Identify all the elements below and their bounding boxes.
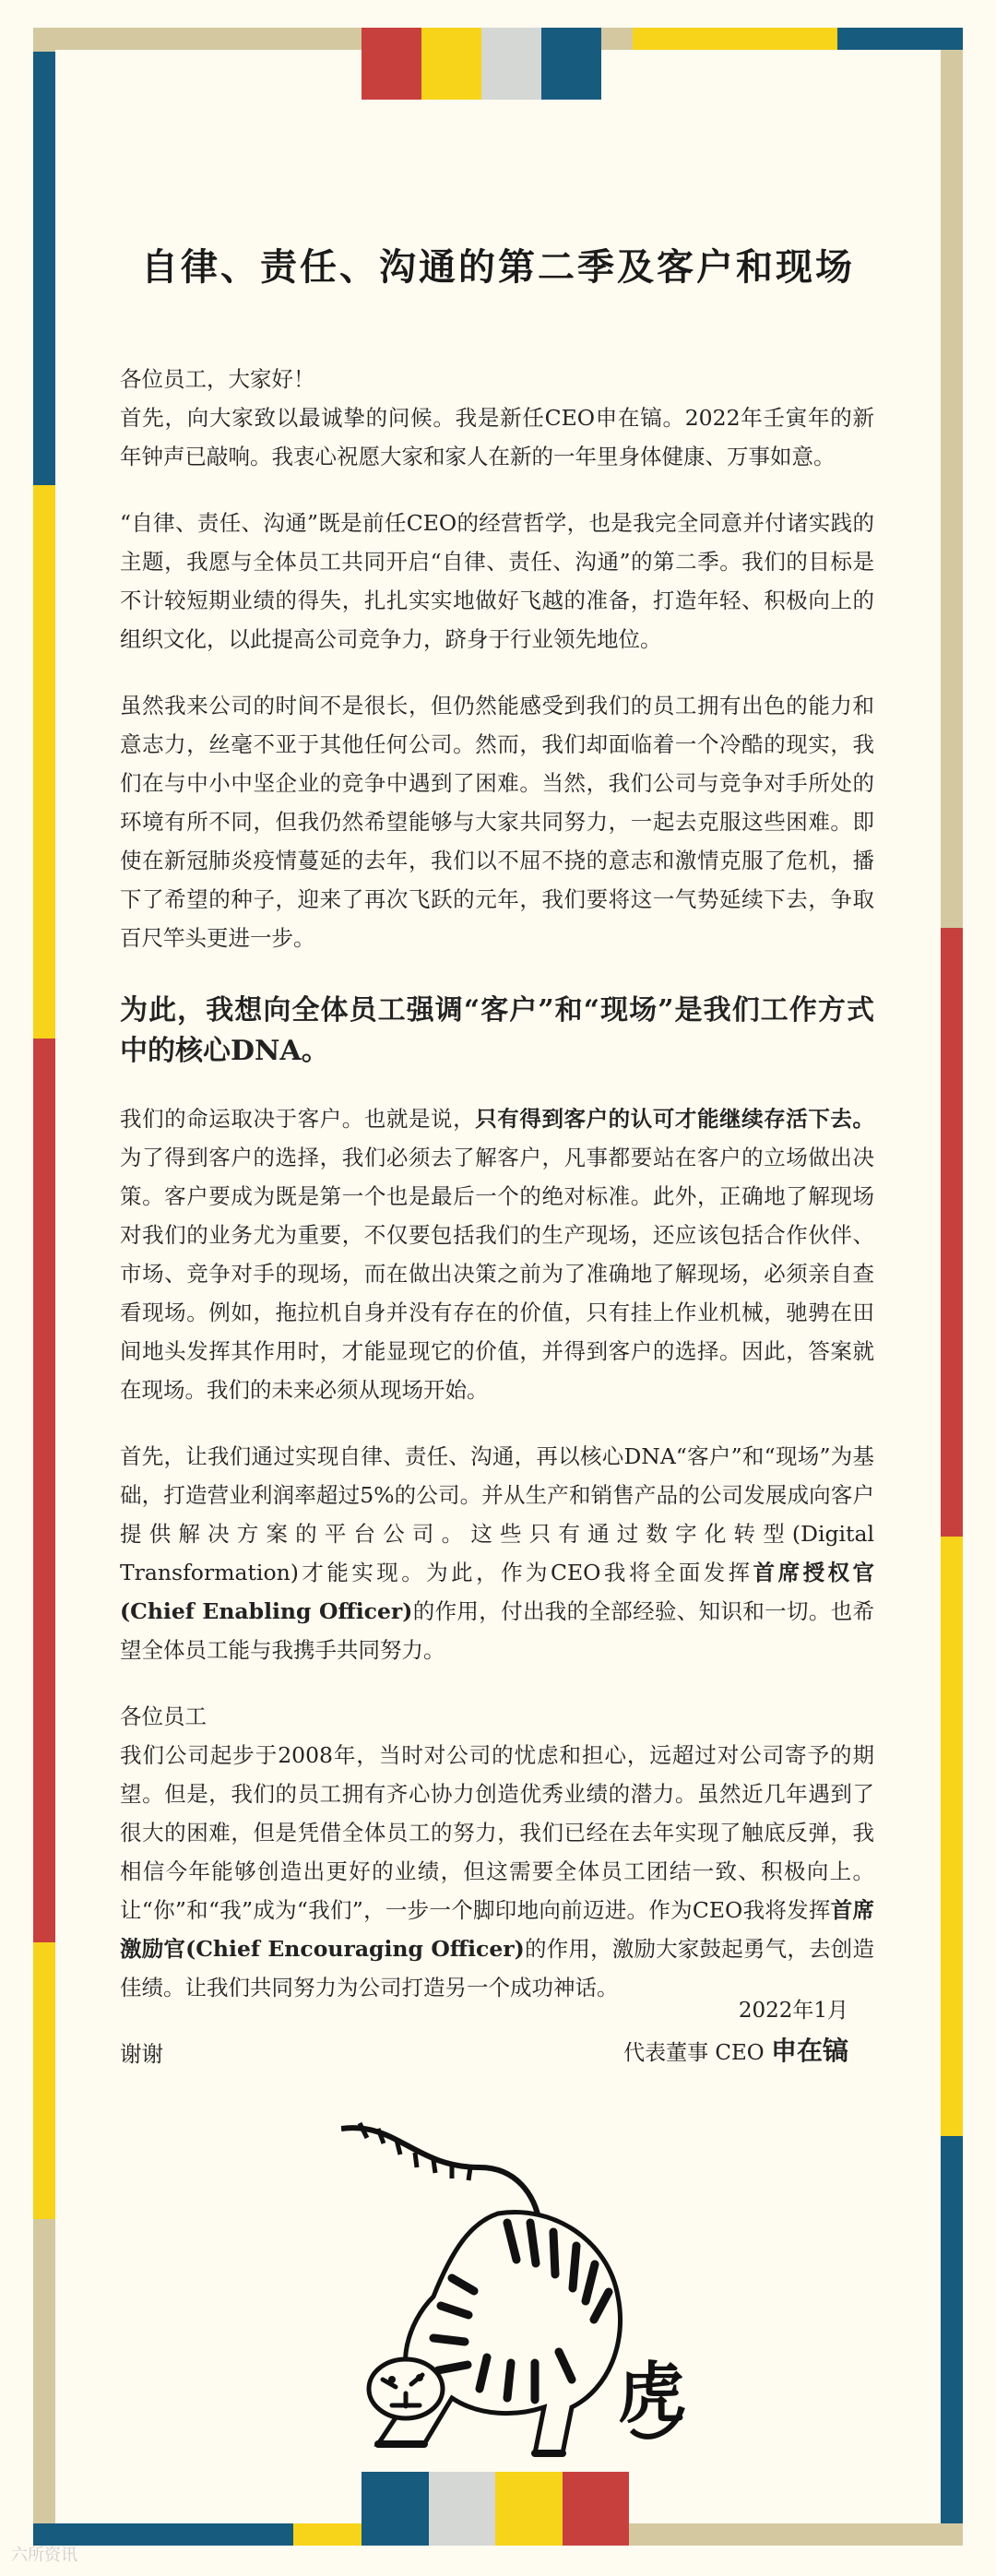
paragraph-2: “自律、责任、沟通”既是前任CEO的经营哲学，也是我完全同意并付诸实践的主题，我愿与全体员工共同开启“自律、责任、沟通”的第二季。我们的目标是不计较短期业绩的得失，扎扎实实地做好飞越的准备，打造年轻、积极向上的组织文化，以此提高公司竞争力，跻身于行业领先地位。 [120,510,874,652]
paragraph-4-emphasis: 只有得到客户的认可才能继续存活下去。 [475,1106,875,1132]
signature-block [623,1990,848,2073]
signature-name: 申在镐 [770,2036,848,2066]
letter-body [120,360,874,2073]
paragraph-6: 我们公司起步于2008年，当时对公司的忧虑和担心，远超过对公司寄予的期望。但是，我们的员工拥有齐心协力创造优秀业绩的潜力。虽然近几年遇到了很大的困难，但是凭借全体员工的努力，我们已经在去年实现了触底反弹，我相信今年能够创造出更好的业绩，但这需要全体员工团结一致、积极向上。让“你”和“我”成为“我们”，一步一个脚印地向前迈进。作为CEO我将发挥首席激励官(Chief Encouraging Officer)的作用，激励大家鼓起勇气，去创造佳绩。让我们共同努力为公司打造另一个成功神话。 [120,1742,875,2000]
top-color-blocks [362,28,601,100]
tiger-caption: 虎 [618,2354,685,2432]
watermark: 六所资讯 [11,2546,77,2565]
signature-role: 代表董事 CEO [623,2041,765,2065]
paragraph-6-emphasis: 首席激励官(Chief Encouraging Officer) [120,1897,875,1962]
emphasis-heading: 为此，我想向全体员工强调“客户”和“现场”是我们工作方式中的核心DNA。 [120,994,874,1067]
paragraph-5-emphasis: 首席授权官(Chief Enabling Officer) [120,1560,874,1624]
paragraph-1: 首先，向大家致以最诚挚的问候。我是新任CEO申在镐。2022年壬寅年的新年钟声已敲响。我衷心祝愿大家和家人在新的一年里身体健康、万事如意。 [120,405,874,469]
paragraph-3: 虽然我来公司的时间不是很长，但仍然能感受到我们的员工拥有出色的能力和意志力，丝毫不亚于其他任何公司。然而，我们却面临着一个冷酷的现实，我们在与中小中坚企业的竞争中遇到了困难。当然，我们公司与竞争对手所处的环境有所不同，但我仍然希望能够与大家共同努力，一起去克服这些困难。即使在新冠肺炎疫情蔓延的去年，我们以不屈不挠的意志和激情克服了危机，播下了希望的种子，迎来了再次飞跃的元年，我们要将这一气势延续下去，争取百尺竿头更进一步。 [120,693,874,951]
greeting: 各位员工，大家好！ [120,366,315,392]
paragraph-5: 首先，让我们通过实现自律、责任、沟通，再以核心DNA“客户”和“现场”为基础，打造营业利润率超过5%的公司。并从生产和销售产品的公司发展成向客户提供解决方案的平台公司。这些只有通过数字化转型(Digital Transformation)才能实现。为此，作为CEO我将全面发挥首席授权官(Chief Enabling Officer)的作用，付出我的全部经验、知识和一切。也希望全体员工能与我携手共同努力。 [120,1443,875,1663]
tiger-illustration [341,2112,692,2481]
bottom-color-blocks [362,2472,629,2546]
page-title: 自律、责任、沟通的第二季及客户和现场 [141,245,855,289]
closing-thanks: 谢谢 [120,2041,163,2067]
paragraph-6-heading: 各位员工 [120,1703,207,1729]
paragraph-4: 我们的命运取决于客户。也就是说，只有得到客户的认可才能继续存活下去。为了得到客户的选择，我们必须去了解客户，凡事都要站在客户的立场做出决策。客户要成为既是第一个也是最后一个的绝对标准。此外，正确地了解现场对我们的业务尤为重要，不仅要包括我们的生产现场，还应该包括合作伙伴、市场、竞争对手的现场，而在做出决策之前为了准确地了解现场，必须亲自查看现场。例如，拖拉机自身并没有存在的价值，只有挂上作业机械，驰骋在田间地头发挥其作用时，才能显现它的价值，并得到客户的选择。因此，答案就在现场。我们的未来必须从现场开始。 [120,1106,875,1403]
signature-date: 2022年1月 [738,1999,848,2023]
